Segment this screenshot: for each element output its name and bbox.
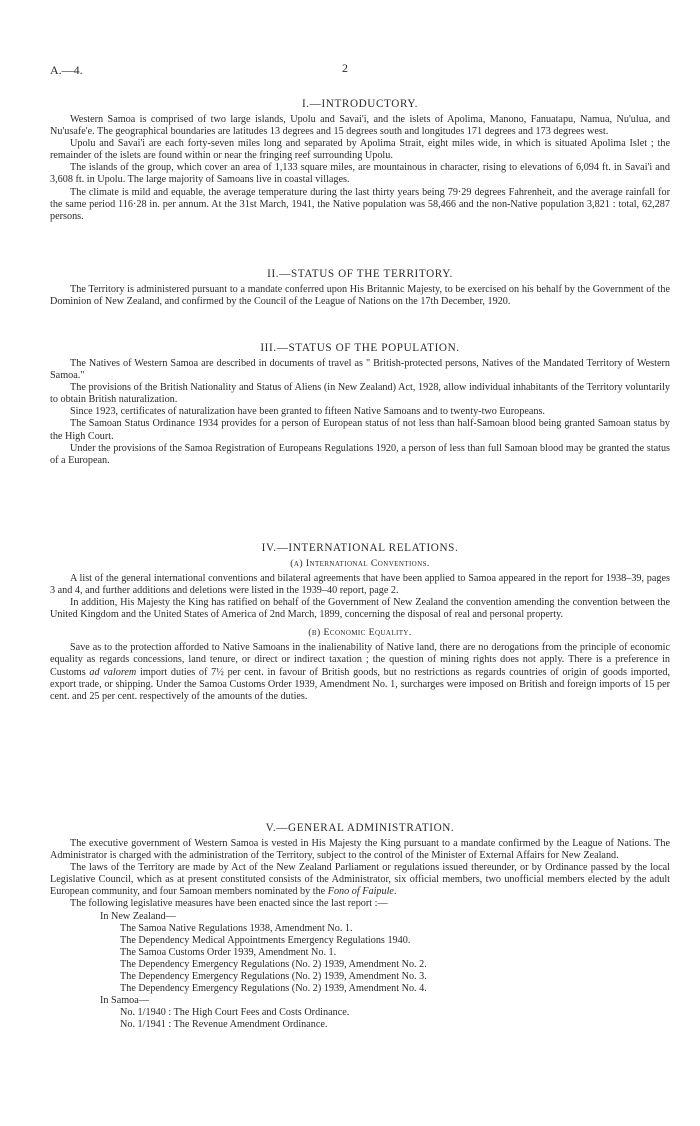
- paragraph: The provisions of the British Nationality and Status of Aliens (in New Zealand) Act, 1928, allow individual inhabitants of the Territory voluntarily to obtain British naturalization.: [50, 382, 670, 406]
- paragraph: [50, 642, 670, 702]
- list-heading: In New Zealand—: [100, 910, 176, 922]
- list-item: The Dependency Emergency Regulations (No. 2) 1939, Amendment No. 4.: [120, 983, 427, 995]
- section-heading: V.—GENERAL ADMINISTRATION.: [265, 822, 455, 834]
- section-status-territory: [50, 268, 670, 308]
- paragraph: The islands of the group, which cover an area of 1,133 square miles, are mountainous in character, rising to elevations of 6,094 ft. in Savai'i and 3,608 ft. in Upolu. The large majority of Samoans live in coastal villages.: [50, 162, 670, 186]
- paragraph: The following legislative measures have been enacted since the last report :—: [70, 898, 388, 910]
- paragraph: The Samoan Status Ordinance 1934 provides for a person of European status of not less than half-Samoan blood being granted Samoan status by the High Court.: [50, 418, 670, 442]
- paragraph: The Natives of Western Samoa are described in documents of travel as " British-protected persons, Natives of the Mandated Territory of Western Samoa.": [50, 358, 670, 382]
- list-item: The Dependency Emergency Regulations (No. 2) 1939, Amendment No. 2.: [120, 958, 427, 970]
- italic-text: Fono of Faipule: [327, 886, 394, 898]
- paragraph: The executive government of Western Samoa is vested in His Majesty the King pursuant to a mandate confirmed by the League of Nations. The Administrator is charged with the administration of the Territory, subject to the control of the Minister of External Affairs for New Zealand.: [50, 838, 670, 862]
- text-run: The laws of the Territory are made by Act of the New Zealand Parliament or regulations issued thereunder, or by Ordinance passed by the local Legislative Council, which as at present constituted consists of the Administrator, six official members, two unofficial members elected by the adult European community, and four Samoan members nominated by the: [50, 862, 670, 898]
- subsection-heading: (a) International Conventions.: [290, 558, 430, 569]
- section-introductory: [50, 98, 670, 223]
- text-run: .: [393, 886, 397, 898]
- section-international-relations: [50, 542, 670, 703]
- paragraph: The climate is mild and equable, the average temperature during the last thirty years being 79·29 degrees Fahrenheit, and the average rainfall for the same period 116·28 in. per annum. At the 31st March, 1941, the Native population was 58,466 and the non-Native population 3,821 : total, 62,287 persons.: [50, 186, 670, 222]
- paragraph: Upolu and Savai'i are each forty-seven miles long and separated by Apolima Strait, eight miles wide, in which is situated Apolima Islet ; the remainder of the islets are found within or near the fringing reef surrounding Upolu.: [50, 138, 670, 162]
- list-item: No. 1/1940 : The High Court Fees and Costs Ordinance.: [120, 1007, 350, 1019]
- section-heading: III.—STATUS OF THE POPULATION.: [260, 342, 460, 354]
- paragraph: A list of the general international conventions and bilateral agreements that have been applied to Samoa appeared in the report for 1938–39, pages 3 and 4, and further additions and deletions were listed in the 1939–40 report, page 2.: [50, 573, 670, 597]
- paragraph: The Territory is administered pursuant to a mandate conferred upon His Britannic Majesty, to be exercised on his behalf by the Government of the Dominion of New Zealand, and confirmed by the Council of the League of Nations on the 17th December, 1920.: [50, 284, 670, 308]
- paragraph: Western Samoa is comprised of two large islands, Upolu and Savai'i, and the islets of Apolima, Manono, Fanuatapu, Namua, Nu'ulua, and Nu'usafe'e. The geographical boundaries are latitudes 13 degrees and 15 degrees south and longitudes 171 degrees and 173 degrees west.: [50, 114, 670, 138]
- paragraph: [50, 862, 670, 898]
- list-item: The Dependency Emergency Regulations (No. 2) 1939, Amendment No. 3.: [120, 971, 427, 983]
- italic-text: ad valorem: [89, 666, 137, 678]
- paragraph: Under the provisions of the Samoa Registration of Europeans Regulations 1920, a person of less than full Samoan blood may be granted the status of a European.: [50, 442, 670, 466]
- section-general-administration: [50, 822, 670, 1032]
- page-number: 2: [342, 61, 348, 75]
- text-run: import duties of 7½ per cent. in favour of British goods, but no restrictions as regards countries of origin of goods imported, export trade, or shipping. Under the Samoa Customs Order 1939, Amendment No. 1, surcharges were imposed on British and foreign imports of 15 per cent. and 25 per cent. respectively of the amounts of the duties.: [50, 666, 671, 702]
- section-heading: IV.—INTERNATIONAL RELATIONS.: [261, 542, 459, 554]
- section-heading: I.—INTRODUCTORY.: [301, 98, 419, 110]
- list-item: The Dependency Medical Appointments Emergency Regulations 1940.: [120, 934, 411, 946]
- report-reference: A.—4.: [50, 63, 83, 77]
- list-heading: In Samoa—: [100, 995, 149, 1007]
- paragraph: In addition, His Majesty the King has ratified on behalf of the Government of New Zealand the convention amending the convention between the United Kingdom and the United States of America of 2nd March, 1899, concerning the disposal of real and personal property.: [50, 597, 670, 621]
- list-item: The Samoa Customs Order 1939, Amendment No. 1.: [120, 946, 337, 958]
- section-status-population: [50, 342, 670, 467]
- subsection-heading: (b) Economic Equality.: [308, 627, 412, 639]
- list-item: No. 1/1941 : The Revenue Amendment Ordinance.: [120, 1019, 328, 1031]
- list-item: The Samoa Native Regulations 1938, Amendment No. 1.: [120, 922, 353, 934]
- text-run: Save as to the protection afforded to Native Samoans in the inalienability of Native land, there are no derogations from the principle of economic equality as regards concessions, land tenure, or direct or indirect taxation ; the question of mining rights does not apply. There is a preference in Customs: [50, 642, 670, 678]
- paragraph: Since 1923, certificates of naturalization have been granted to fifteen Native Samoans and to twenty-two Europeans.: [70, 406, 545, 418]
- section-heading: II.—STATUS OF THE TERRITORY.: [267, 268, 453, 280]
